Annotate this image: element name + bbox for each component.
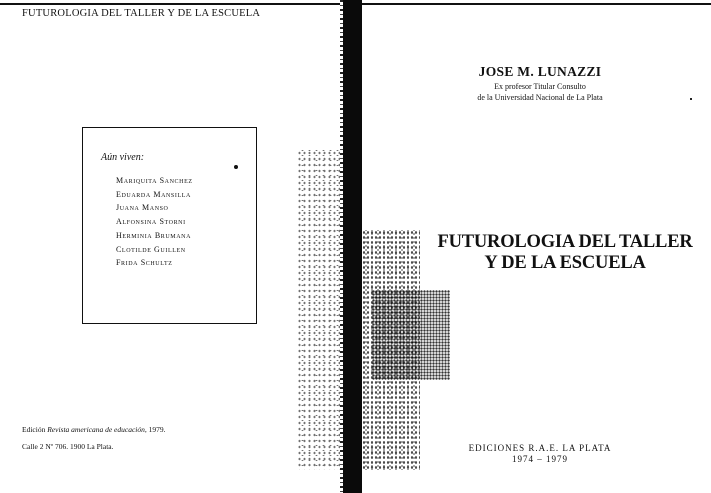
scan-noise-left: [297, 150, 343, 470]
list-item: Juana Manso: [116, 203, 169, 213]
book-title: [415, 232, 711, 274]
list-item: Clotilde Guillen: [116, 244, 186, 254]
title-line-1: FUTUROLOGIA DEL TALLER: [437, 232, 693, 252]
affiliation-line-1: Ex profesor Titular Consulto: [494, 82, 586, 91]
running-head: FUTUROLOGIA DEL TALLER Y DE LA ESCUELA: [22, 8, 261, 19]
edition-note: [22, 421, 166, 455]
publisher-block: [440, 443, 640, 465]
publication-years: 1974 – 1979: [512, 454, 568, 464]
edition-line-2: Calle 2 Nº 706. 1900 La Plata.: [22, 442, 114, 451]
list-item: Frida Schultz: [116, 258, 173, 268]
list-item: Alfonsina Storni: [116, 217, 186, 227]
edition-prefix: Edición: [22, 425, 46, 434]
book-gutter: [343, 0, 362, 493]
author-affiliation: [440, 81, 640, 103]
scan-noise-block: [372, 290, 450, 380]
dedication-heading: Aún viven:: [101, 152, 145, 163]
list-item: Eduarda Mansilla: [116, 189, 191, 199]
stray-mark: [690, 98, 692, 100]
list-item: Mariquita Sanchez: [116, 176, 193, 185]
list-item: Herminia Brumana: [116, 230, 192, 240]
author-name: JOSE M. LUNAZZI: [478, 64, 602, 79]
dedication-box: [82, 127, 257, 324]
affiliation-line-2: de la Universidad Nacional de La Plata: [477, 93, 603, 102]
names-list: [116, 174, 193, 270]
title-line-2: Y DE LA ESCUELA: [484, 253, 646, 273]
edition-line-1: [22, 421, 166, 438]
publisher-name: EDICIONES R.A.E. LA PLATA: [468, 443, 612, 453]
edition-year: , 1979.: [144, 425, 166, 434]
bullet-dot: [234, 165, 238, 169]
edition-publication: Revista americana de educación: [47, 425, 145, 434]
